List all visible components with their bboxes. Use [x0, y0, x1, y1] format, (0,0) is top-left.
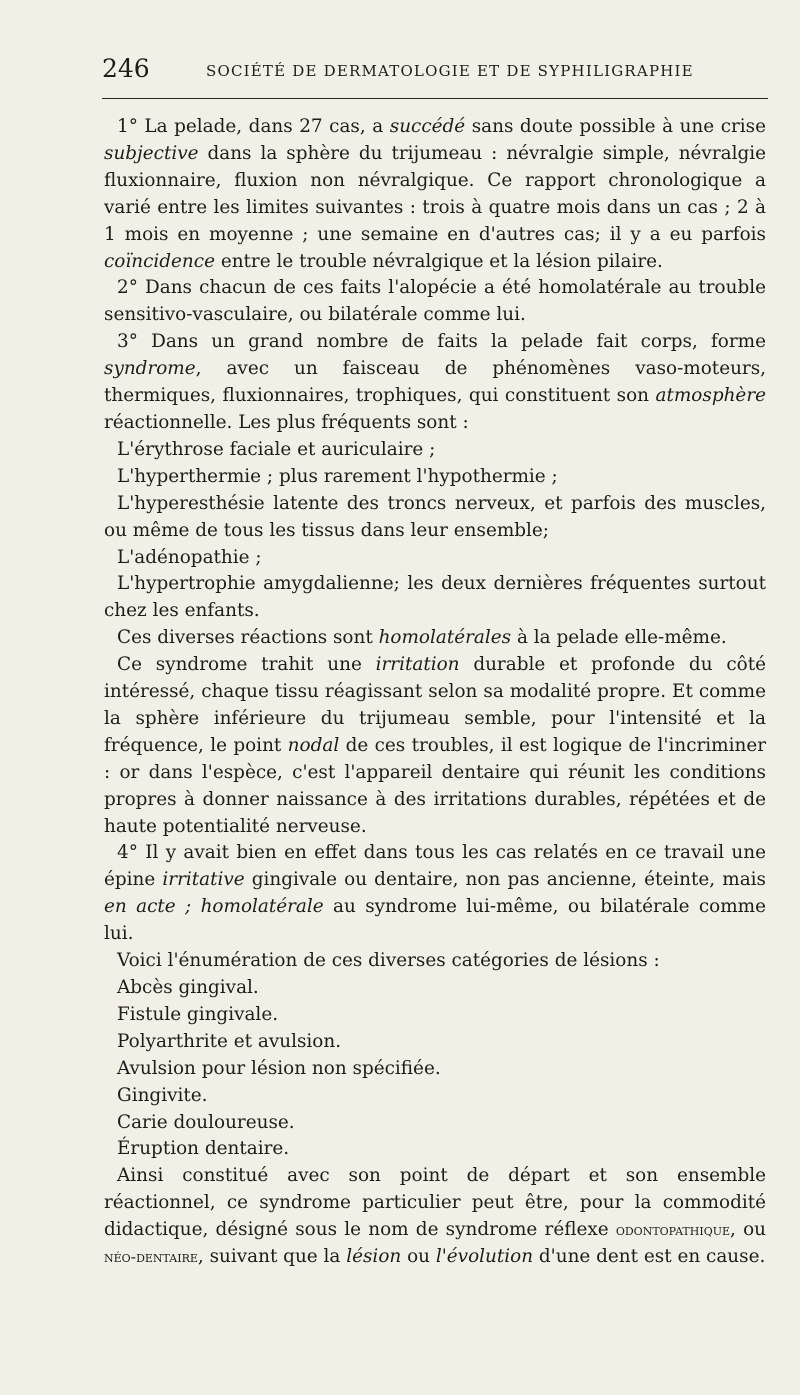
paragraph-7: Voici l'énumération de ces diverses catégories de lésions :	[117, 950, 660, 972]
page-header	[102, 52, 768, 92]
list-item: L'hyperesthésie latente des troncs nerveux, et parfois des muscles, ou même de tous les tissus dans leur ensemble;	[104, 492, 766, 541]
list-item: Carie douloureuse.	[117, 1111, 295, 1133]
list-item: Polyarthrite et avulsion.	[117, 1030, 342, 1052]
paragraph-2: 2° Dans chacun de ces faits l'alopécie a été homolatérale au trouble sensitivo-vasculaire, ou bilatérale comme lui.	[104, 277, 766, 326]
list-item: Avulsion pour lésion non spécifiée.	[117, 1057, 441, 1079]
list-item: Fistule gingivale.	[117, 1003, 279, 1025]
list-item: L'adénopathie ;	[117, 546, 262, 568]
paragraph-3: 3° Dans un grand nombre de faits la pelade fait corps, forme syndrome, avec un faisceau de phénomènes vaso-moteurs, thermiques, fluxionnaires, trophiques, qui constituent son atmosphère réactionnelle. Les plus fréquents sont :	[104, 331, 766, 433]
paragraph-5: Ce syndrome trahit une irritation durable et profonde du côté intéressé, chaque tissu réagissant selon sa modalité propre. Et comme la sphère inférieure du trijumeau semble, pour l'intensité et la fréquence, le point nodal de ces troubles, il est logique de l'incriminer : or dans l'espèce, c'est l'appareil dentaire qui réunit les conditions propres à donner naissance à des irritations durables, répétées et de haute potentialité nerveuse.	[104, 654, 767, 837]
list-item: Abcès gingival.	[117, 977, 259, 998]
list-item: Éruption dentaire.	[117, 1138, 290, 1160]
page-number: 246	[102, 54, 150, 83]
list-item: L'érythrose faciale et auriculaire ;	[117, 438, 436, 460]
body-text	[104, 114, 766, 1271]
header-rule	[102, 98, 768, 99]
list-item: Gingivite.	[117, 1084, 208, 1106]
paragraph-1: 1° La pelade, dans 27 cas, a succédé sans doute possible à une crise subjective dans la sphère du trijumeau : névralgie simple, névralgie fluxionnaire, fluxion non névralgique. Ce rapport chronologique a varié entre les limites suivantes : trois à quatre mois dans un cas ; 2 à 1 mois en moyenne ; une semaine en d'autres cas; il y a eu parfois coïncidence entre le trouble névralgique et la lésion pilaire.	[104, 116, 766, 272]
list-item: L'hyperthermie ; plus rarement l'hypothermie ;	[117, 465, 558, 487]
paragraph-8: Ainsi constitué avec son point de départ et son ensemble réactionnel, ce syndrome particulier peut être, pour la commodité didactique, désigné sous le nom de syndrome réflexe odontopathique, ou néo-dentaire, suivant que la lésion ou l'évolution d'une dent est en cause.	[104, 1165, 766, 1268]
list-item: L'hypertrophie amygdalienne; les deux dernières fréquentes surtout chez les enfants.	[104, 573, 766, 622]
running-title: SOCIÉTÉ DE DERMATOLOGIE ET DE SYPHILIGRAPHIE	[206, 62, 694, 80]
paragraph-6: 4° Il y avait bien en effet dans tous les cas relatés en ce travail une épine irritative gingivale ou dentaire, non pas ancienne, éteinte, mais en acte ; homolatérale au syndrome lui-même, ou bilatérale comme lui.	[104, 842, 766, 945]
paragraph-4: Ces diverses réactions sont homolatérales à la pelade elle-même.	[117, 627, 727, 649]
